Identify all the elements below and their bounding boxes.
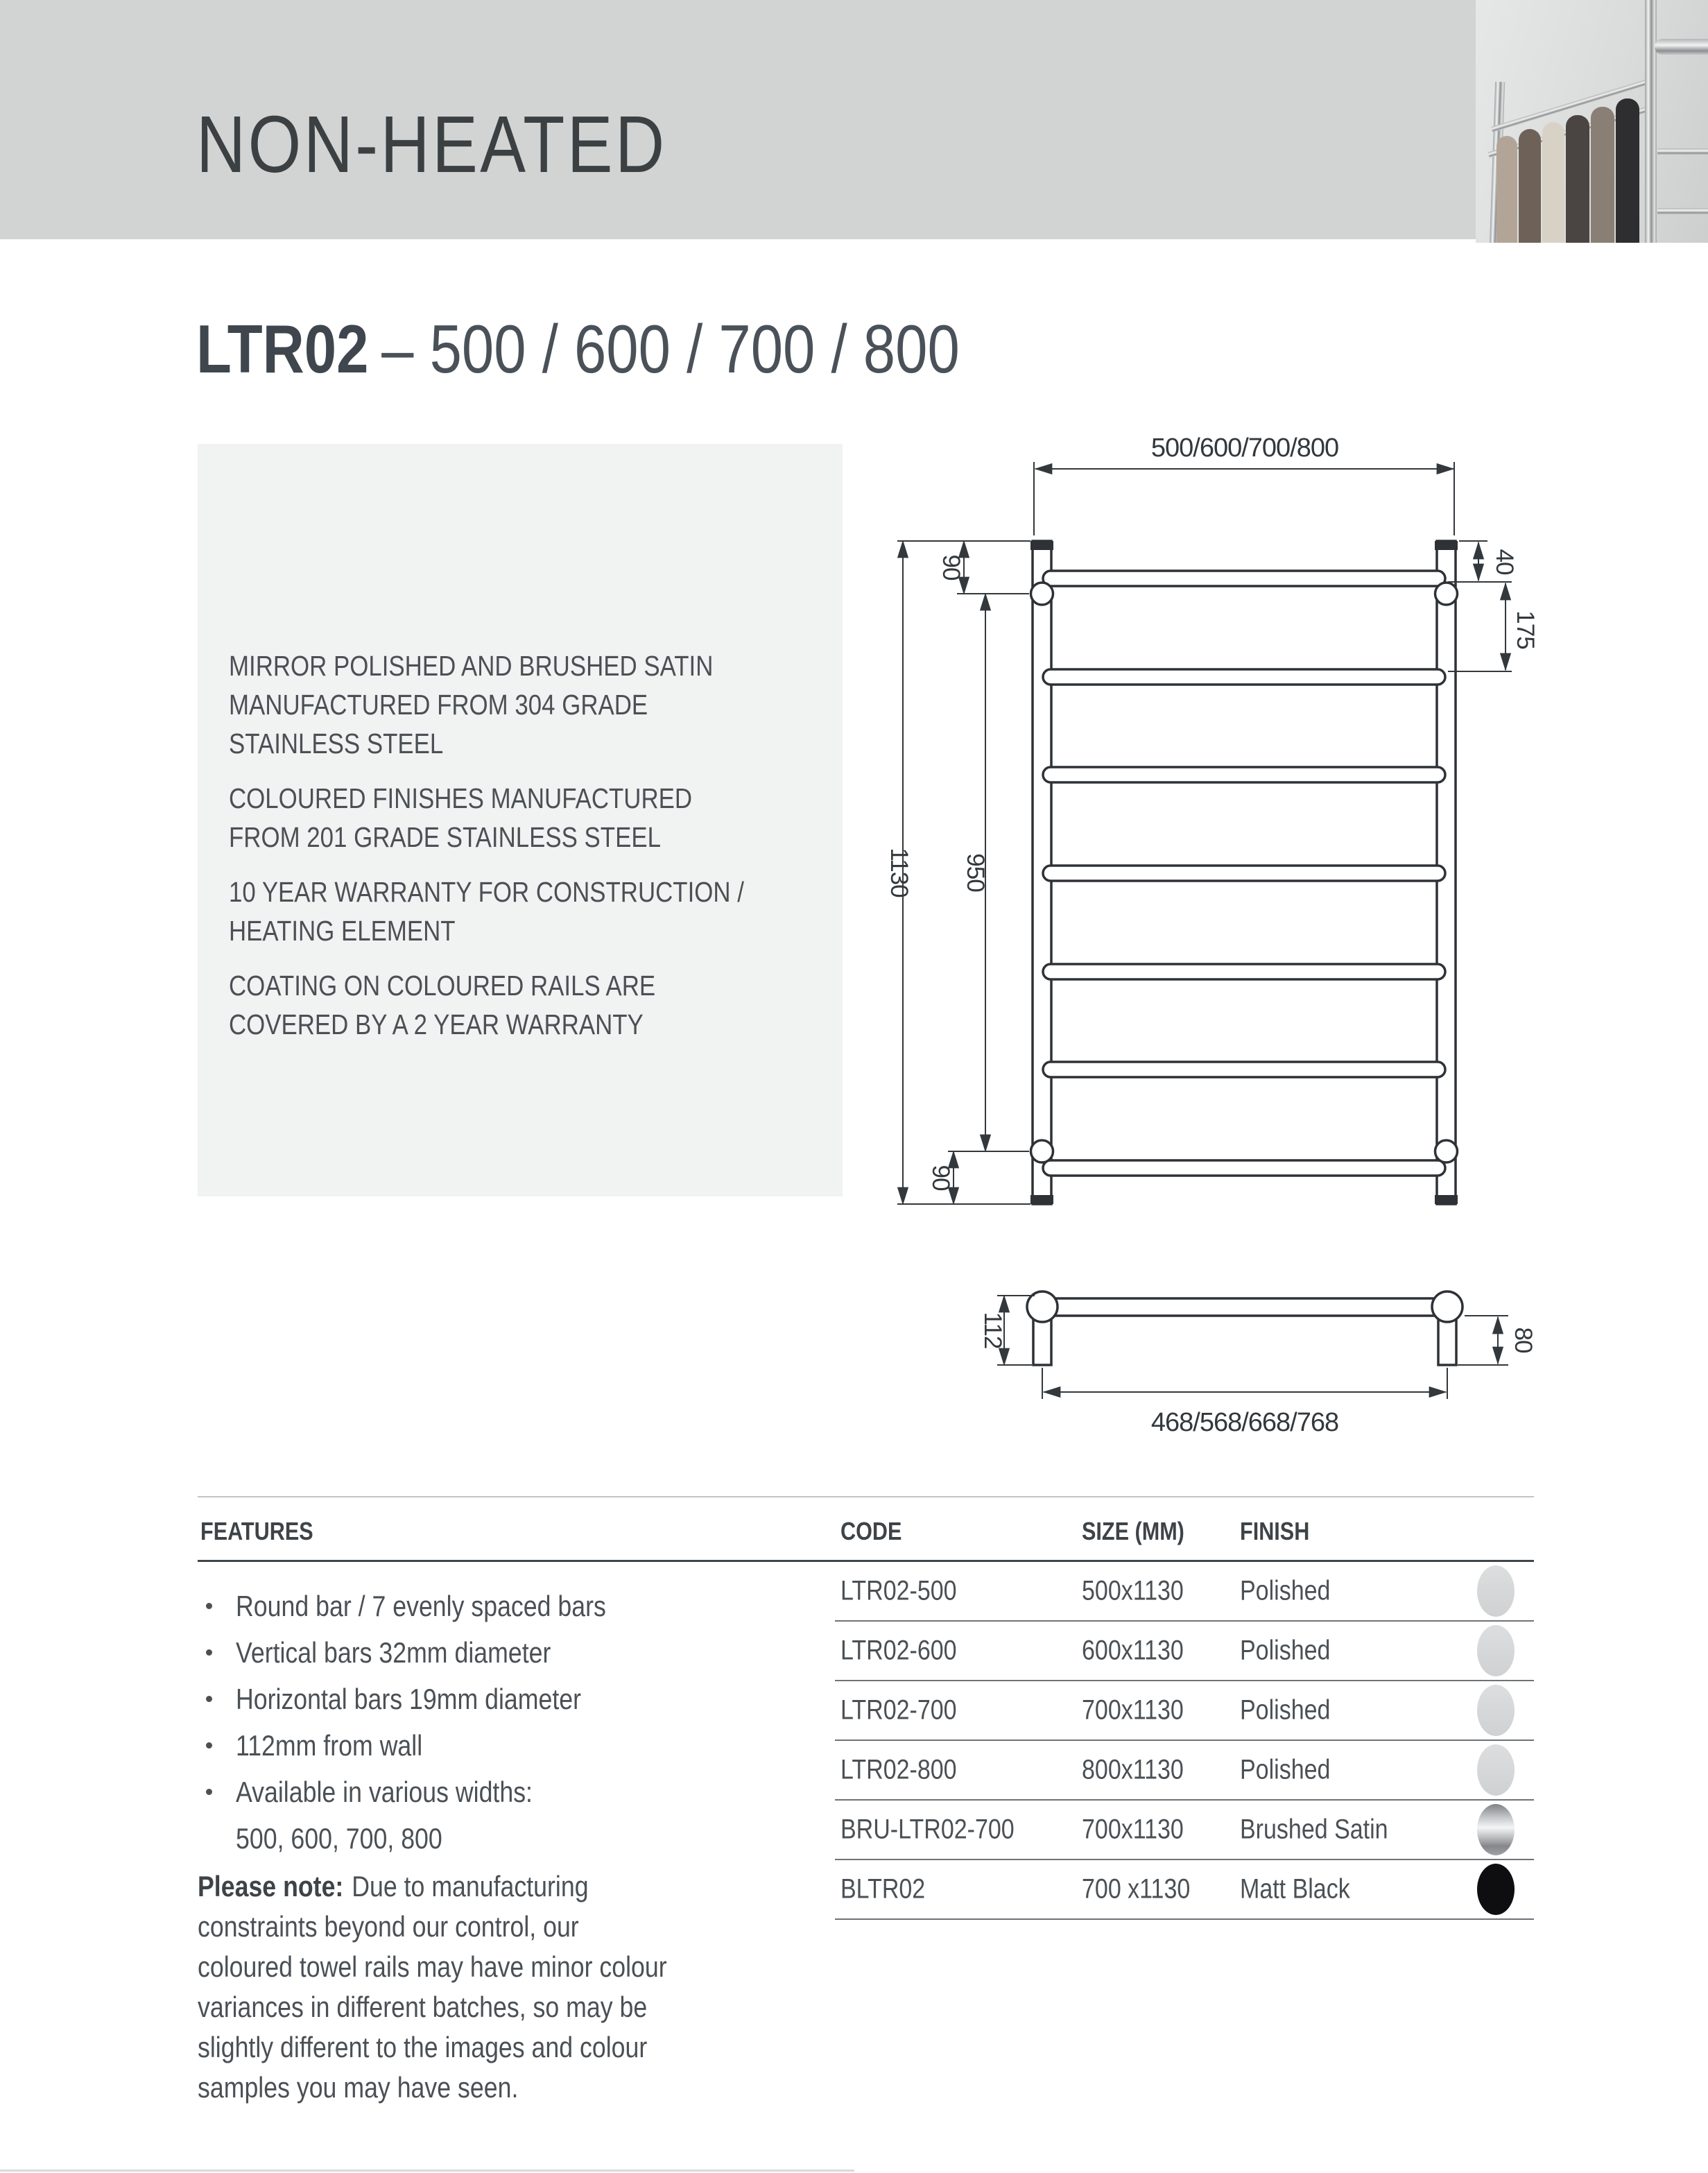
cell-code: LTR02-800 <box>840 1754 957 1785</box>
note-line: coloured towel rails may have minor colour <box>198 1950 667 1983</box>
footer-divider <box>0 2170 854 2172</box>
description-text <box>229 646 842 1060</box>
towel-roll <box>1566 115 1589 243</box>
dim-offset-bottom: 90 <box>927 1165 954 1191</box>
product-table <box>835 1562 1534 1920</box>
rail-stub-bar <box>1657 208 1708 214</box>
bullet-icon <box>206 1603 212 1609</box>
description-paragraph: COATING ON COLOURED RAILS ARE COVERED BY A 2 YEAR WARRANTY <box>229 970 656 1040</box>
note-line: constraints beyond our control, our <box>198 1910 579 1943</box>
cell-code: LTR02-500 <box>840 1575 957 1606</box>
cell-finish: Polished <box>1240 1754 1331 1785</box>
list-item-continuation: 500, 600, 700, 800 <box>236 1821 442 1855</box>
features-header: FEATURES <box>200 1517 313 1545</box>
table-row <box>835 1860 1534 1920</box>
cell-code: BLTR02 <box>840 1873 926 1905</box>
cell-code: BRU-LTR02-700 <box>840 1814 1015 1845</box>
features-list <box>206 1583 671 1862</box>
product-code: LTR02 <box>196 311 369 387</box>
section-divider <box>198 1496 1534 1497</box>
description-paragraph: 10 YEAR WARRANTY FOR CONSTRUCTION / HEATING ELEMENT <box>229 876 744 947</box>
description-paragraph: MIRROR POLISHED AND BRUSHED SATIN MANUFACTURED FROM 304 GRADE STAINLESS STEEL <box>229 650 714 759</box>
cell-code: LTR02-600 <box>840 1635 957 1666</box>
finish-swatch-matt-black <box>1477 1864 1515 1915</box>
dim-depth-from-wall: 112 <box>979 1312 1006 1349</box>
cell-size: 700x1130 <box>1082 1814 1184 1845</box>
cell-size: 500x1130 <box>1082 1575 1184 1606</box>
dim-offset-top: 90 <box>938 554 965 581</box>
header-banner <box>0 0 1708 239</box>
table-row <box>835 1562 1534 1622</box>
table-row <box>835 1622 1534 1681</box>
cell-size: 600x1130 <box>1082 1635 1184 1666</box>
finish-swatch-brushed-satin <box>1477 1804 1515 1855</box>
finish-swatch-polished <box>1477 1625 1515 1676</box>
page-title: NON-HEATED <box>196 99 667 189</box>
note-line: Please note: Due to manufacturing <box>198 1870 589 1903</box>
product-title <box>196 312 1094 387</box>
towel-roll <box>1591 107 1614 243</box>
list-item: 112mm from wall <box>206 1722 671 1769</box>
bullet-icon <box>206 1649 212 1656</box>
note-line: slightly different to the images and colour <box>198 2031 648 2063</box>
table-row <box>835 1681 1534 1741</box>
towel-roll <box>1519 129 1541 243</box>
cell-finish: Polished <box>1240 1635 1331 1666</box>
product-photo <box>1476 0 1708 243</box>
dim-width-overall: 500/600/700/800 <box>1150 433 1339 463</box>
cell-size: 700 x1130 <box>1082 1873 1191 1905</box>
wall-bracket <box>1655 39 1708 55</box>
list-item: Available in various widths: <box>206 1769 671 1815</box>
finish-swatch-polished <box>1477 1565 1515 1617</box>
finish-swatch-polished <box>1477 1685 1515 1736</box>
dim-first-gap: 175 <box>1512 610 1539 649</box>
bullet-icon <box>206 1696 212 1702</box>
list-item: Round bar / 7 evenly spaced bars <box>206 1583 671 1629</box>
dim-cap-offset: 40 <box>1491 549 1518 575</box>
rail-stub-bar <box>1657 148 1708 155</box>
table-row <box>835 1801 1534 1860</box>
note-line: samples you may have seen. <box>198 2071 519 2104</box>
side-view <box>1027 1291 1463 1365</box>
cell-finish: Brushed Satin <box>1240 1814 1388 1845</box>
bullet-icon <box>206 1742 212 1749</box>
towel-roll <box>1496 136 1517 243</box>
towel-roll <box>1542 122 1564 243</box>
towel-roll <box>1616 98 1639 243</box>
product-range: – 500 / 600 / 700 / 800 <box>381 311 960 387</box>
bullet-icon <box>206 1789 212 1795</box>
code-column-header: CODE <box>840 1517 902 1545</box>
dim-inner-height: 950 <box>962 853 989 892</box>
list-item: Vertical bars 32mm diameter <box>206 1629 671 1676</box>
dim-height-overall: 1130 <box>886 848 913 897</box>
note-line: variances in different batches, so may be <box>198 1991 648 2023</box>
note-paragraph <box>198 1866 750 2108</box>
cell-size: 800x1130 <box>1082 1754 1184 1785</box>
list-item: Horizontal bars 19mm diameter <box>206 1676 671 1722</box>
dim-leg-depth: 80 <box>1510 1327 1537 1353</box>
cell-finish: Polished <box>1240 1575 1331 1606</box>
finish-column-header: FINISH <box>1240 1517 1310 1545</box>
front-view <box>1030 541 1458 1204</box>
finish-swatch-polished <box>1477 1744 1515 1796</box>
cell-finish: Matt Black <box>1240 1873 1350 1905</box>
cell-size: 700x1130 <box>1082 1694 1184 1726</box>
cell-finish: Polished <box>1240 1694 1331 1726</box>
main-rail-post <box>1645 0 1657 243</box>
cell-code: LTR02-700 <box>840 1694 957 1726</box>
technical-drawing <box>860 430 1567 1477</box>
description-paragraph: COLOURED FINISHES MANUFACTURED FROM 201 GRADE STAINLESS STEEL <box>229 782 693 853</box>
dim-width-inner: 468/568/668/768 <box>1150 1408 1339 1437</box>
table-row <box>835 1741 1534 1801</box>
size-column-header: SIZE (MM) <box>1082 1517 1184 1545</box>
